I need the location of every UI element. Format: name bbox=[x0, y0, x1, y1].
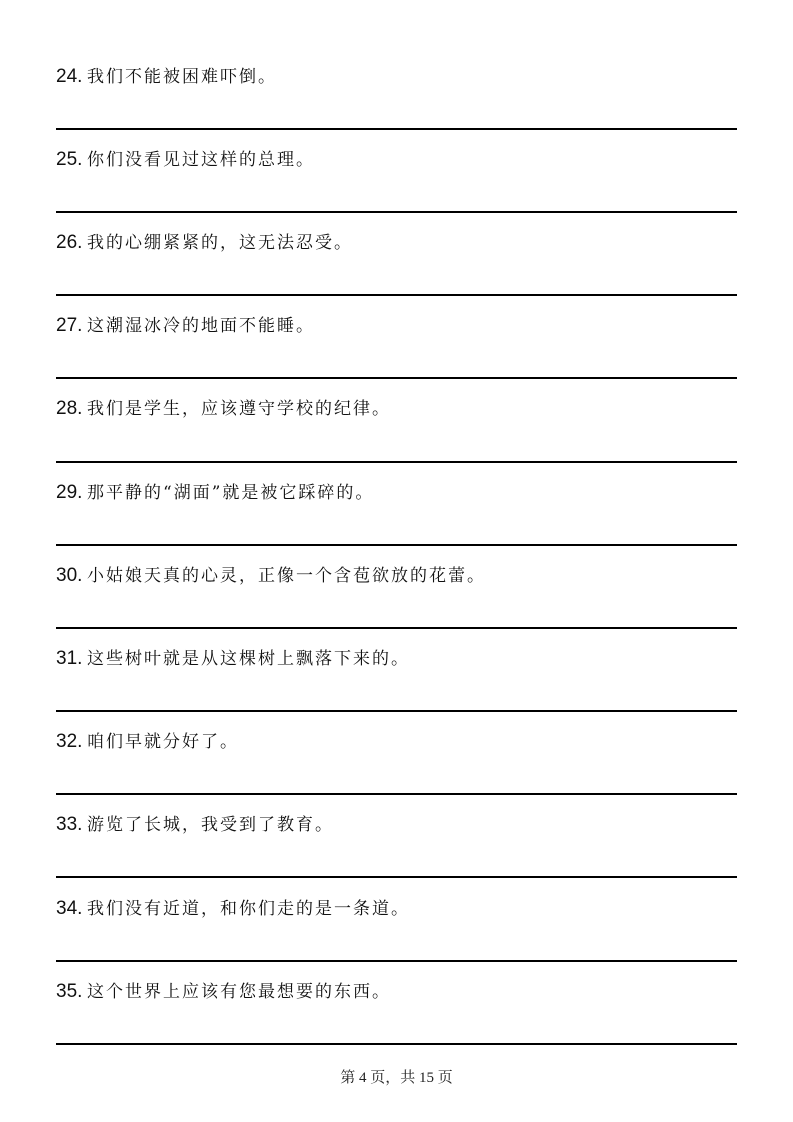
question-item bbox=[56, 727, 737, 757]
answer-line bbox=[56, 294, 737, 296]
question-number: 24. bbox=[56, 66, 83, 87]
question-number: 33. bbox=[56, 814, 83, 835]
question-item bbox=[56, 894, 737, 924]
question-number: 29. bbox=[56, 482, 83, 503]
question-number: 34. bbox=[56, 898, 83, 919]
question-number: 35. bbox=[56, 981, 83, 1002]
question-text: 小姑娘天真的心灵，正像一个含苞欲放的花蕾。 bbox=[87, 566, 486, 586]
question-text: 你们没看见过这样的总理。 bbox=[87, 150, 315, 170]
answer-line bbox=[56, 627, 737, 629]
question-text: 那平静的“湖面”就是被它踩碎的。 bbox=[87, 483, 375, 503]
question-text: 这些树叶就是从这棵树上飘落下来的。 bbox=[87, 649, 410, 669]
question-number: 28. bbox=[56, 398, 83, 419]
question-number: 25. bbox=[56, 149, 83, 170]
answer-line bbox=[56, 377, 737, 379]
answer-line bbox=[56, 461, 737, 463]
question-text: 这个世界上应该有您最想要的东西。 bbox=[87, 982, 391, 1002]
question-text: 我们是学生，应该遵守学校的纪律。 bbox=[87, 399, 391, 419]
answer-line bbox=[56, 128, 737, 130]
question-item bbox=[56, 228, 737, 258]
question-item bbox=[56, 394, 737, 424]
answer-line bbox=[56, 876, 737, 878]
question-item bbox=[56, 644, 737, 674]
question-item bbox=[56, 145, 737, 175]
question-number: 32. bbox=[56, 731, 83, 752]
page-footer: 第 4 页，共 15 页 bbox=[340, 1070, 453, 1086]
answer-line bbox=[56, 960, 737, 962]
question-item bbox=[56, 810, 737, 840]
question-text: 咱们早就分好了。 bbox=[87, 732, 239, 752]
question-number: 26. bbox=[56, 232, 83, 253]
answer-line bbox=[56, 544, 737, 546]
question-item bbox=[56, 561, 737, 591]
question-number: 27. bbox=[56, 315, 83, 336]
question-item bbox=[56, 478, 737, 508]
question-item bbox=[56, 311, 737, 341]
answer-line bbox=[56, 793, 737, 795]
question-item bbox=[56, 977, 737, 1007]
question-item bbox=[56, 62, 737, 92]
question-text: 我的心绷紧紧的，这无法忍受。 bbox=[87, 233, 353, 253]
answer-line bbox=[56, 710, 737, 712]
question-text: 我们没有近道，和你们走的是一条道。 bbox=[87, 899, 410, 919]
question-number: 30. bbox=[56, 565, 83, 586]
question-number: 31. bbox=[56, 648, 83, 669]
answer-line bbox=[56, 211, 737, 213]
question-text: 这潮湿冰冷的地面不能睡。 bbox=[87, 316, 315, 336]
question-text: 我们不能被困难吓倒。 bbox=[87, 67, 277, 87]
answer-line bbox=[56, 1043, 737, 1045]
question-text: 游览了长城，我受到了教育。 bbox=[87, 815, 334, 835]
